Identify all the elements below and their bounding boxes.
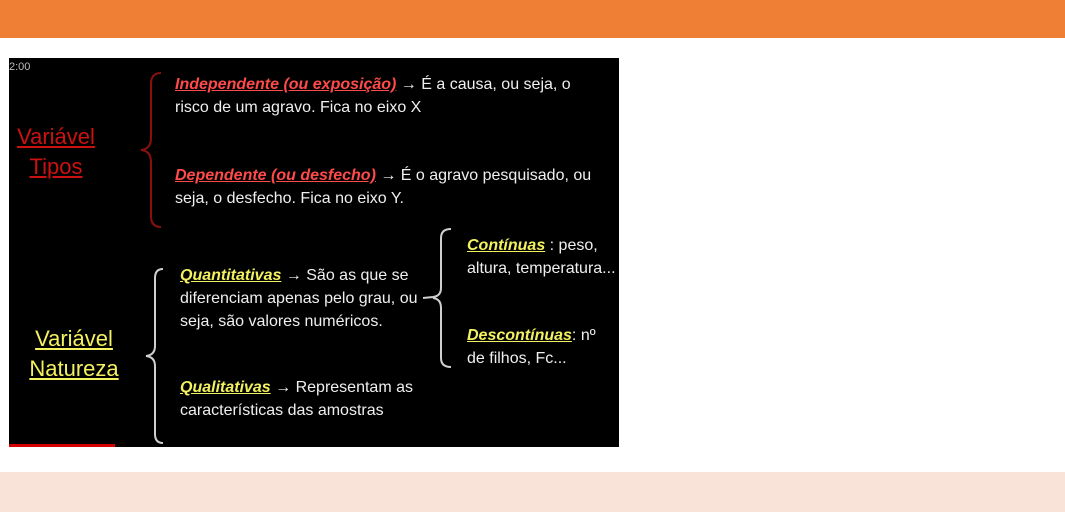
text-quantitativas: São as que se diferenciam apenas pelo grau, ou seja, são valores numéricos. (180, 267, 418, 330)
label-tipos-line1: Variável (17, 124, 95, 149)
dependente-block (175, 164, 605, 210)
term-independente: Independente (ou exposição) (175, 76, 397, 93)
label-natureza-line2: Natureza (29, 355, 119, 381)
brace-tipos (137, 70, 167, 230)
video-timestamp: 2:00 (9, 61, 31, 73)
text-descontinuas: : nº de filhos, Fc... (467, 327, 596, 367)
text-continuas: : peso, altura, temperatura... (467, 237, 616, 277)
term-quantitativas: Quantitativas (180, 267, 282, 284)
header-bar (0, 0, 1065, 38)
term-continuas: Contínuas (467, 237, 546, 254)
text-qualitativas: Representam as características das amostras (180, 379, 413, 419)
term-dependente: Dependente (ou desfecho) (175, 167, 376, 184)
arrow-independente: → (396, 76, 422, 93)
label-natureza-line1: Variável (35, 326, 113, 351)
footer-bar (0, 472, 1065, 512)
label-variavel-natureza (14, 324, 134, 383)
brace-natureza (143, 266, 167, 446)
qualitativas-block (180, 376, 440, 422)
brace-quantitativas (419, 226, 459, 370)
video-progress-bar[interactable] (9, 444, 115, 447)
quantitativas-block (180, 264, 428, 333)
video-frame[interactable] (9, 58, 619, 447)
descontinuas-block (467, 324, 617, 370)
arrow-quantitativas: → (281, 267, 307, 284)
term-descontinuas: Descontínuas (467, 327, 572, 344)
arrow-qualitativas: → (270, 379, 296, 396)
label-variavel-tipos (15, 122, 97, 181)
text-dependente: É o agravo pesquisado, ou seja, o desfecho. Fica no eixo Y. (175, 167, 592, 207)
arrow-dependente: → (375, 167, 401, 184)
continuas-block (467, 234, 617, 280)
independente-block (175, 73, 605, 119)
term-qualitativas: Qualitativas (180, 379, 271, 396)
text-independente: É a causa, ou seja, o risco de um agravo. Fica no eixo X (175, 76, 571, 116)
label-tipos-line2: Tipos (29, 153, 83, 179)
